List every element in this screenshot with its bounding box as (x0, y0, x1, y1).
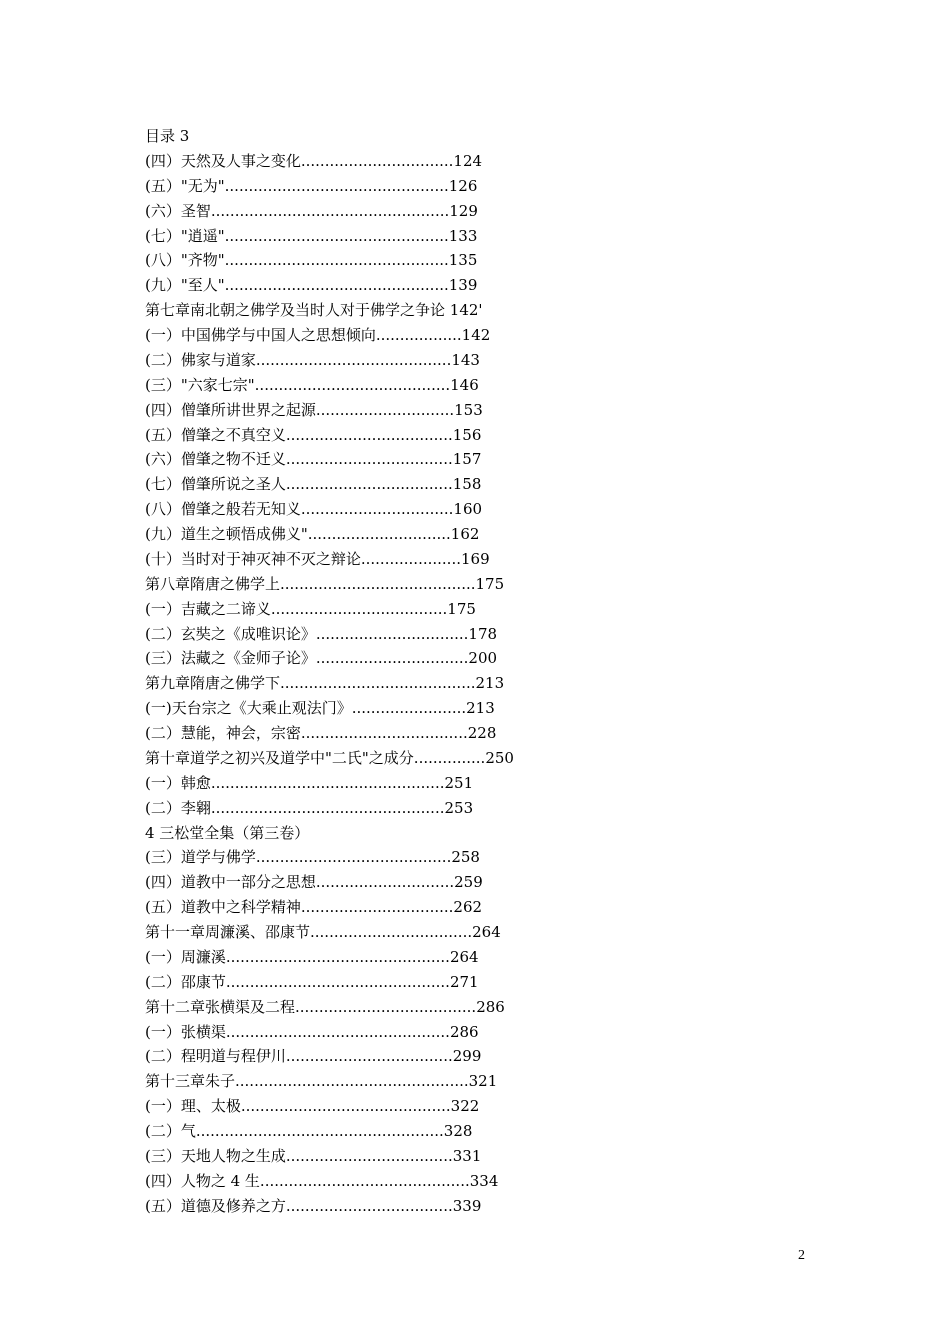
toc-line: (一）张横渠...............................................286 (145, 1022, 479, 1041)
toc-line: (四）僧肇所讲世界之起源.............................153 (145, 400, 483, 419)
toc-line: (九）道生之顿悟成佛义"..............................162 (145, 525, 480, 543)
toc-line: (三）法藏之《金师子论》................................200 (145, 649, 498, 668)
toc-line: (四）人物之 4 生............................................334 (145, 1171, 499, 1190)
toc-line: (二）邵康节...............................................271 (145, 972, 479, 991)
toc-line: 第九章隋唐之佛学下.........................................213 (145, 674, 505, 693)
toc-line: (二）慧能，神会，宗密...................................228 (145, 724, 497, 742)
toc-line: 第十二章张横渠及二程......................................286 (145, 997, 505, 1016)
toc-line: (六）僧肇之物不迁义...................................157 (145, 450, 482, 469)
toc-line: (三）天地人物之生成...................................331 (145, 1146, 482, 1165)
page-number: 2 (798, 1248, 805, 1263)
toc-line: (一)天台宗之《大乘止观法门》........................213 (145, 699, 495, 718)
toc-line: (五）"无为"...............................................126 (145, 176, 478, 195)
toc-line: (五）道德及修养之方...................................339 (145, 1196, 482, 1215)
toc-line: (九）"至人"...............................................139 (145, 276, 478, 295)
toc-line: (一）韩愈.................................................251 (145, 773, 474, 792)
toc-line: (二）李翱.................................................253 (145, 798, 474, 817)
toc-line: 第十章道学之初兴及道学中"二氏"之成分...............250 (145, 748, 514, 767)
toc-line: (二）玄奘之《成唯识论》................................178 (145, 624, 498, 643)
toc-line: (一）理、太极............................................322 (145, 1097, 480, 1116)
toc-line: (三）道学与佛学.........................................258 (145, 848, 480, 867)
toc-line: (二）佛家与道家.........................................143 (145, 350, 480, 369)
toc-line: 第七章南北朝之佛学及当时人对于佛学之争论 142' (145, 301, 483, 320)
toc-line: (三）"六家七宗".........................................146 (145, 375, 479, 394)
toc-line: (四）道教中一部分之思想.............................259 (145, 873, 483, 892)
toc-line: 目录 3 (145, 127, 190, 145)
toc-line: (八）"齐物"...............................................135 (145, 251, 478, 270)
toc-line: 4 三松堂全集（第三卷） (145, 823, 310, 842)
toc-line: (一）周濂溪...............................................264 (145, 947, 479, 966)
toc-line: (八）僧肇之般若无知义................................160 (145, 500, 483, 519)
toc-line: (七）"逍遥"...............................................133 (145, 226, 478, 245)
toc-line: (五）僧肇之不真空义...................................156 (145, 425, 482, 444)
toc-line: (六）圣智..................................................129 (145, 201, 478, 220)
toc-line: (二）程明道与程伊川...................................299 (145, 1047, 482, 1066)
toc-line: (二）气....................................................328 (145, 1122, 473, 1140)
toc-line: (一）中国佛学与中国人之思想倾向..................142 (145, 326, 491, 344)
toc-line: (十）当时对于神灭神不灭之辩论.....................169 (145, 549, 490, 568)
toc-line: (一）吉藏之二谛义.....................................175 (145, 599, 476, 618)
table-of-contents (145, 124, 514, 1219)
toc-line: (五）道教中之科学精神................................262 (145, 898, 483, 917)
toc-line: 第八章隋唐之佛学上.........................................175 (145, 574, 505, 593)
toc-line: (七）僧肇所说之圣人...................................158 (145, 475, 482, 494)
toc-line: 第十三章朱子.................................................321 (145, 1072, 498, 1091)
toc-line: (四）天然及人事之变化................................124 (145, 151, 483, 170)
toc-line: 第十一章周濂溪、邵康节..................................264 (145, 923, 501, 941)
